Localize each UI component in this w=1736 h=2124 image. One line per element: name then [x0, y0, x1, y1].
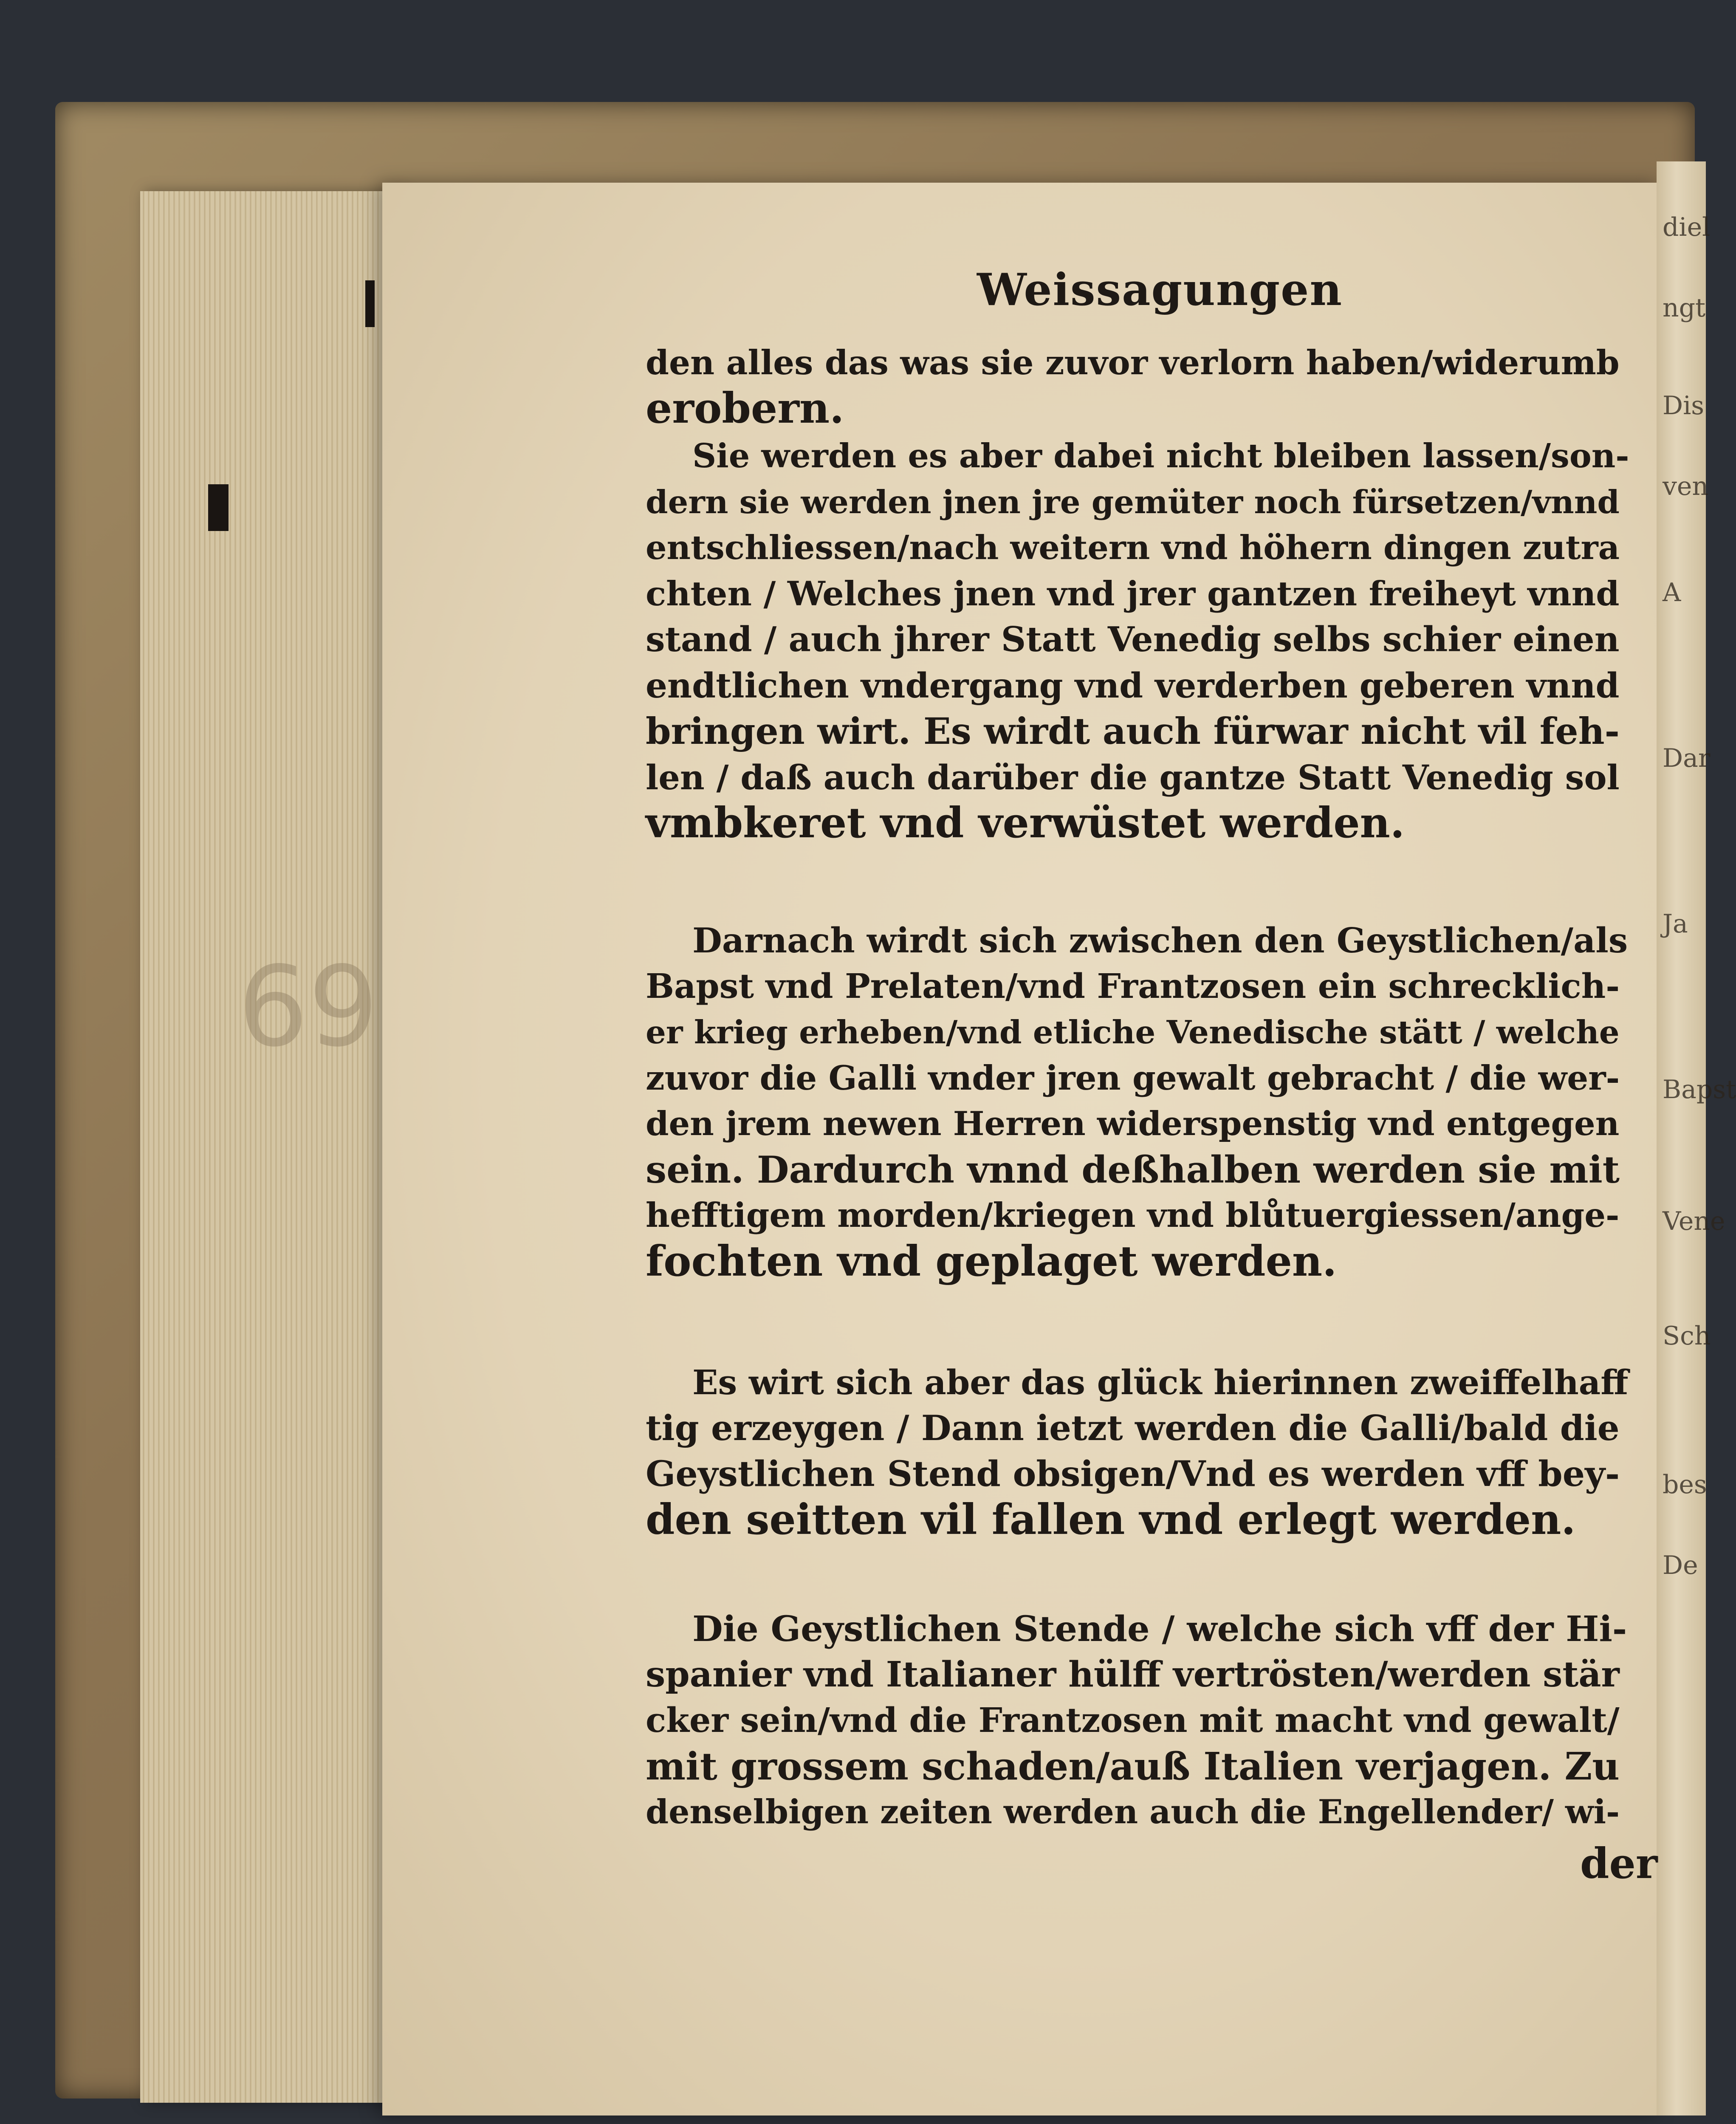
- text-line: erobern.: [646, 384, 844, 433]
- text-line: Sie werden es aber dabei nicht bleiben lassen/son-: [692, 437, 1629, 475]
- facing-fragment: Dar: [1663, 743, 1711, 773]
- text-line: den alles das was sie zuvor verlorn haben/widerumb: [646, 343, 1620, 382]
- text-line: zuvor die Galli vnder jren gewalt gebracht / die wer-: [646, 1058, 1620, 1098]
- text-line: mit grossem schaden/auß Italien verjagen. Zu: [646, 1744, 1620, 1788]
- facing-fragment: Dis: [1663, 391, 1705, 421]
- paragraph-1: [646, 340, 1640, 432]
- facing-fragment: Vene: [1663, 1206, 1725, 1236]
- bookmark-marker-mid: [208, 484, 229, 531]
- facing-fragment: De: [1663, 1551, 1698, 1580]
- paragraph-3: [646, 918, 1640, 1285]
- text-line: Geystlichen Stend obsigen/Vnd es werden vff bey-: [646, 1454, 1620, 1494]
- paragraph-5: [646, 1606, 1640, 1835]
- text-line: er krieg erheben/vnd etliche Venedische stätt / welche: [646, 1013, 1620, 1051]
- facing-fragment: ngt: [1663, 293, 1706, 323]
- bookmark-marker-top: [365, 280, 375, 327]
- paragraph-2: [646, 433, 1640, 846]
- text-line: den jrem newen Herren widerspenstig vnd entgegen: [646, 1104, 1620, 1143]
- text-line: denselbigen zeiten werden auch die Engellender/ wi-: [646, 1793, 1620, 1831]
- pencil-annotation: 69: [238, 943, 378, 1071]
- facing-fragment: Ja: [1663, 909, 1688, 939]
- text-line: spanier vnd Italianer hülff vertrösten/werden stär: [646, 1654, 1620, 1695]
- facing-page-edge: [1657, 161, 1736, 2116]
- text-line: entschliessen/nach weitern vnd höhern dingen zutra: [646, 528, 1620, 567]
- text-line: hefftigem morden/kriegen vnd blůtuergiessen/ange-: [646, 1196, 1620, 1235]
- text-line: cker sein/vnd die Frantzosen mit macht vnd gewalt/: [646, 1700, 1620, 1740]
- facing-fragment: bes: [1663, 1470, 1707, 1500]
- paragraph-4: [646, 1359, 1640, 1543]
- catchword: der: [1580, 1839, 1658, 1888]
- text-line: bringen wirt. Es wirdt auch fürwar nicht vil feh-: [646, 710, 1620, 753]
- text-line: vmbkeret vnd verwüstet werden.: [646, 799, 1405, 847]
- facing-fragment: Sch: [1663, 1321, 1711, 1351]
- text-line: len / daß auch darüber die gantze Statt Venedig sol: [646, 757, 1620, 797]
- facing-fragment: diel: [1663, 212, 1711, 242]
- text-line: sein. Dardurch vnnd deßhalben werden sie mit: [646, 1148, 1620, 1192]
- text-line: tig erzeygen / Dann ietzt werden die Galli/bald die: [646, 1408, 1620, 1449]
- text-line: chten / Welches jnen vnd jrer gantzen freiheyt vnnd: [646, 574, 1620, 613]
- text-line: endtlichen vndergang vnd verderben geberen vnnd: [646, 666, 1620, 706]
- text-line: fochten vnd geplaget werden.: [646, 1237, 1337, 1286]
- text-line: dern sie werden jnen jre gemüter noch fürsetzen/vnnd: [646, 483, 1620, 521]
- text-line: stand / auch jhrer Statt Venedig selbs schier einen: [646, 619, 1620, 660]
- running-header: Weissagungen: [977, 263, 1343, 316]
- text-line: Die Geystlichen Stende / welche sich vff der Hi-: [692, 1608, 1627, 1649]
- text-line: den seitten vil fallen vnd erlegt werden.: [646, 1495, 1576, 1544]
- facing-fragment: Bapst: [1663, 1075, 1736, 1104]
- facing-fragment: ven: [1663, 472, 1709, 501]
- text-line: Bapst vnd Prelaten/vnd Frantzosen ein schrecklich-: [646, 966, 1620, 1006]
- page-edges: [140, 191, 404, 2103]
- facing-fragment: A: [1663, 578, 1681, 607]
- text-line: Darnach wirdt sich zwischen den Geystlichen/als: [692, 920, 1628, 960]
- text-line: Es wirt sich aber das glück hierinnen zweiffelhaff: [692, 1362, 1629, 1402]
